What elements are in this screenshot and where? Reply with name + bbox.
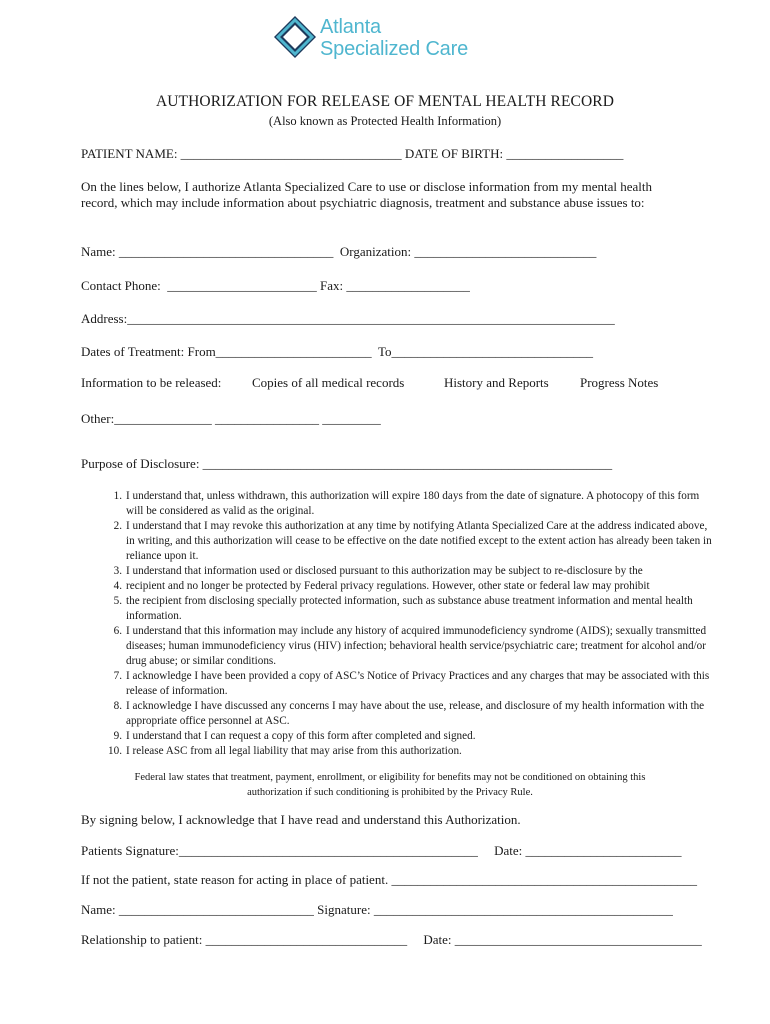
statement-list: [98, 489, 718, 759]
page-subtitle: (Also known as Protected Health Information): [268, 114, 502, 128]
recipient-name-org-line: Name: _________________________________ Organization: ____________________________: [81, 244, 597, 259]
logo: [272, 14, 502, 72]
name-signature-line: Name: ______________________________ Signature: ______________________________________________: [81, 902, 673, 917]
option-medical-records: Copies of all medical records: [252, 375, 405, 390]
list-item: 7. I acknowledge I have been provided a copy of ASC’s Notice of Privacy Practices and any charges that may be associated with this release of information.: [113, 670, 710, 697]
page-title: AUTHORIZATION FOR RELEASE OF MENTAL HEALTH RECORD: [155, 93, 615, 110]
list-item: 4. recipient and no longer be protected by Federal privacy regulations. However, other state or federal law may prohibit: [113, 580, 650, 592]
patient-info-line: PATIENT NAME: __________________________________ DATE OF BIRTH: __________________: [81, 146, 624, 161]
treatment-dates-line: Dates of Treatment: From________________________ To_______________________________: [81, 344, 593, 359]
list-item: 2. I understand that I may revoke this authorization at any time by notifying Atlanta Specialized Care at the address indicated above, in writing, and this authorization will cease to be effective on the date notified except to the extent action has already been taken in reliance upon it.: [113, 520, 712, 562]
list-item: 9. I understand that I can request a copy of this form after completed and signed.: [113, 730, 476, 742]
logo-line-1: Atlanta: [320, 16, 381, 38]
relationship-line: Relationship to patient: _______________________________ Date: ______________________________________: [81, 932, 702, 947]
logo-diamond-icon: [272, 14, 318, 72]
list-item: 6. I understand that this information may include any history of acquired immunodeficiency syndrome (AIDS); sexually transmitted diseases; human immunodeficiency virus (HIV) infection; behavioral health service/psychiatric care; treatment for alcohol and/or drug abuse; or similar conditions.: [113, 625, 707, 667]
list-item: 8. I acknowledge I have discussed any concerns I may have about the use, release, and disclosure of my health information with the appropriate office personnel at ASC.: [113, 700, 705, 727]
list-item: 10. I release ASC from all legal liability that may arise from this authorization.: [108, 745, 462, 757]
purpose-line: Purpose of Disclosure: _______________________________________________________________: [81, 456, 613, 471]
logo-line-2: Specialized Care: [320, 38, 468, 60]
option-history-reports: History and Reports: [444, 375, 549, 390]
list-item: 3. I understand that information used or disclosed pursuant to this authorization may be subject to re-disclosure by the: [113, 565, 643, 577]
list-item: 1. I understand that, unless withdrawn, this authorization will expire 180 days from the date of signature. A photocopy of this form will be considered as valid as the original.: [113, 490, 700, 517]
federal-notice: Federal law states that treatment, payment, enrollment, or eligibility for benefits may not be conditioned on obtaining this authorization if such conditioning is prohibited by the Privacy Rule.: [134, 772, 646, 798]
list-item: 5. the recipient from disclosing specially protected information, such as substance abuse treatment information and mental health information.: [113, 595, 693, 622]
contact-phone-fax-line: Contact Phone: _______________________ Fax: ___________________: [81, 278, 470, 293]
option-progress-notes: Progress Notes: [580, 375, 659, 390]
patient-signature-line: Patients Signature:______________________________________________ Date: ________________________: [81, 843, 682, 858]
other-line: Other:_______________ ________________ _________: [81, 411, 381, 426]
address-line: Address:___________________________________________________________________________: [81, 311, 615, 326]
intro-paragraph: On the lines below, I authorize Atlanta Specialized Care to use or disclose information from my mental health record, which may include information about psychiatric diagnosis, treatment and substance abuse issues to:: [81, 179, 652, 210]
acknowledge-text: By signing below, I acknowledge that I have read and understand this Authorization.: [81, 812, 521, 827]
reason-line: If not the patient, state reason for acting in place of patient. _______________________________________________: [81, 872, 697, 887]
info-release-label: Information to be released:: [81, 375, 222, 390]
